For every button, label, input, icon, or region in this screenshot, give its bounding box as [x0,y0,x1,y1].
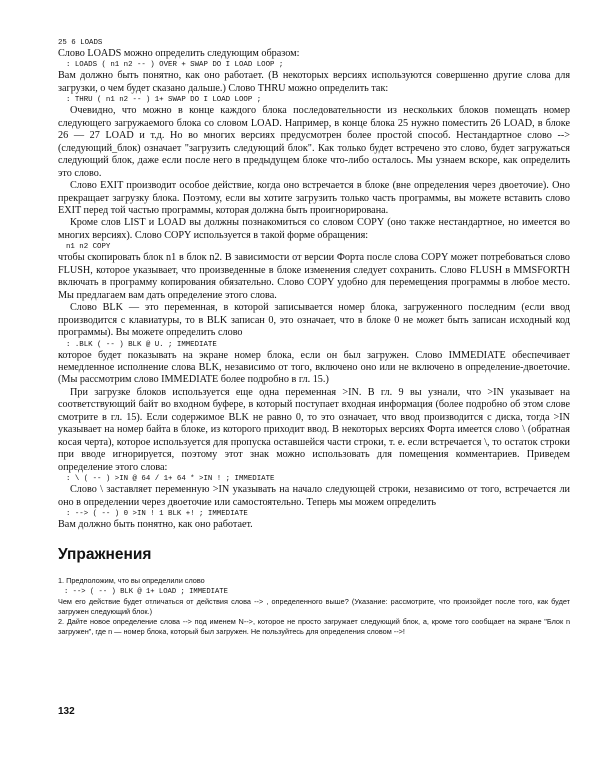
exercise-text: Чем его действие будет отличаться от действия слова --> , определенного выше? (Указание: рассмотрите, что произойдет после того, как будет загружен следующий блок.) [58,596,570,616]
code-line: : \ ( -- ) >IN @ 64 / 1+ 64 * >IN ! ; IMMEDIATE [66,475,275,484]
paragraph: Вам должно быть понятно, как оно работает. (В некоторых версиях используются совершенно другие слова для загрузки, о чем будет сказано дальше.) Слово THRU можно определить так: [58,70,570,94]
code-line: : --> ( -- ) 0 >IN ! 1 BLK +! ; IMMEDIATE [66,509,248,518]
exercise-code: : --> ( -- ) BLK @ 1+ LOAD ; IMMEDIATE [64,587,228,596]
exercise-text: 1. Предположим, что вы определили слово [58,576,205,586]
code-line: 25 6 LOADS [58,39,103,47]
paragraph: Слово EXIT производит особое действие, когда оно встречается в блоке (вне определения через двоеточие). Оно прекращает загрузку блока. Поэтому, если вы хотите загрузить только часть программы, вы можете вставить слово EXIT перед той частью программы, которая должна быть проигнорирована. [58,180,570,216]
paragraph: При загрузке блоков используется еще одна переменная >IN. В гл. 9 вы узнали, что >IN указывает на соответствующий байт во входном буфере, в который поступает входная информация (более подробно об этом слове смотрите в гл. 15). Если содержимое BLK не равно 0, то это означает, что ввод производится с диска, тогда >IN указывает на номер байта в блоке, из которого приходит ввод. В некоторых версиях Форта имеется слово \ (обратная косая черта), которое используется для пропуска оставшейся части строки, т. е. если встречается \, то остаток строки при вводе игнорируется, поэтому этот знак можно использовать для помещения комментариев. Приведем определение этого слова: [58,386,570,473]
code-line: : .BLK ( -- ) BLK @ U. ; IMMEDIATE [66,340,217,349]
code-line: : LOADS ( n1 n2 -- ) OVER + SWAP DO I LOAD LOOP ; [66,61,284,70]
exercise-text: 2. Дайте новое определение слова --> под именем N-->, которое не просто загружает следующий блок, а, кроме того сообщает на экране "Блок n загружен", где n — номер блока, который был загружен. Не пользуйтесь для определения словом -->! [58,617,570,637]
paragraph: чтобы скопировать блок n1 в блок n2. В зависимости от версии Форта после слова COPY может потребоваться слово FLUSH, которое указывает, что произведенные в блоке изменения следует сохранить. Слово FLUSH в MMSFORTH включать в программу копирования обязательно. Слово COPY удобно для перемещения программы в любое место. Мы предлагаем вам дать определение этого слова. [58,252,570,301]
paragraph: Кроме слов LIST и LOAD вы должны познакомиться со словом COPY (оно также нестандартное, но имеется во многих версиях). Слово COPY используется в такой форме обращения: [58,217,570,241]
paragraph: Слово LOADS можно определить следующим образом: [58,48,300,59]
paragraph: Слово \ заставляет переменную >IN указывать на начало следующей строки, независимо от того, встречается ли оно в определении через двоеточие или самостоятельно. Теперь мы можем определить [58,484,570,508]
paragraph: которое будет показывать на экране номер блока, если он был загружен. Слово IMMEDIATE обеспечивает немедленное исполнение слова BLK, независимо от того, включено оно или не включено в определение-двоеточие. (Мы рассмотрим слово IMMEDIATE более подробно в гл. 15.) [58,349,570,386]
code-line: n1 n2 COPY [66,243,111,252]
section-heading: Упражнения [58,546,152,564]
paragraph: Вам должно быть понятно, как оно работает. [58,518,253,530]
code-line: : THRU ( n1 n2 -- ) 1+ SWAP DO I LOAD LOOP ; [66,96,262,105]
page-number: 132 [58,706,75,717]
paragraph: Слово BLK — это переменная, в которой записывается номер блока, загруженного последним (если ввод производится с клавиатуры, то в BLK записан 0, это означает, что в блоке 0 не может быть записан исходный код программы). Вы можете определить слово [58,302,570,339]
paragraph: Очевидно, что можно в конце каждого блока последовательности из нескольких блоков помещать номер следующего загружаемого блока со словом LOAD. Например, в конце блока 25 нужно поместить 26 LOAD, в блоке 26 — 27 LOAD и т.д. Но во многих версиях предусмотрен более простой способ. Нестандартное слово --> (следующий_блок) означает "загрузить следующий блок". Как только будет встречено это слово, будет загружаться следующий блок, даже если после него в предыдущем блоке что-либо осталось. Мы узнаем вскоре, как определить это слово. [58,105,570,179]
